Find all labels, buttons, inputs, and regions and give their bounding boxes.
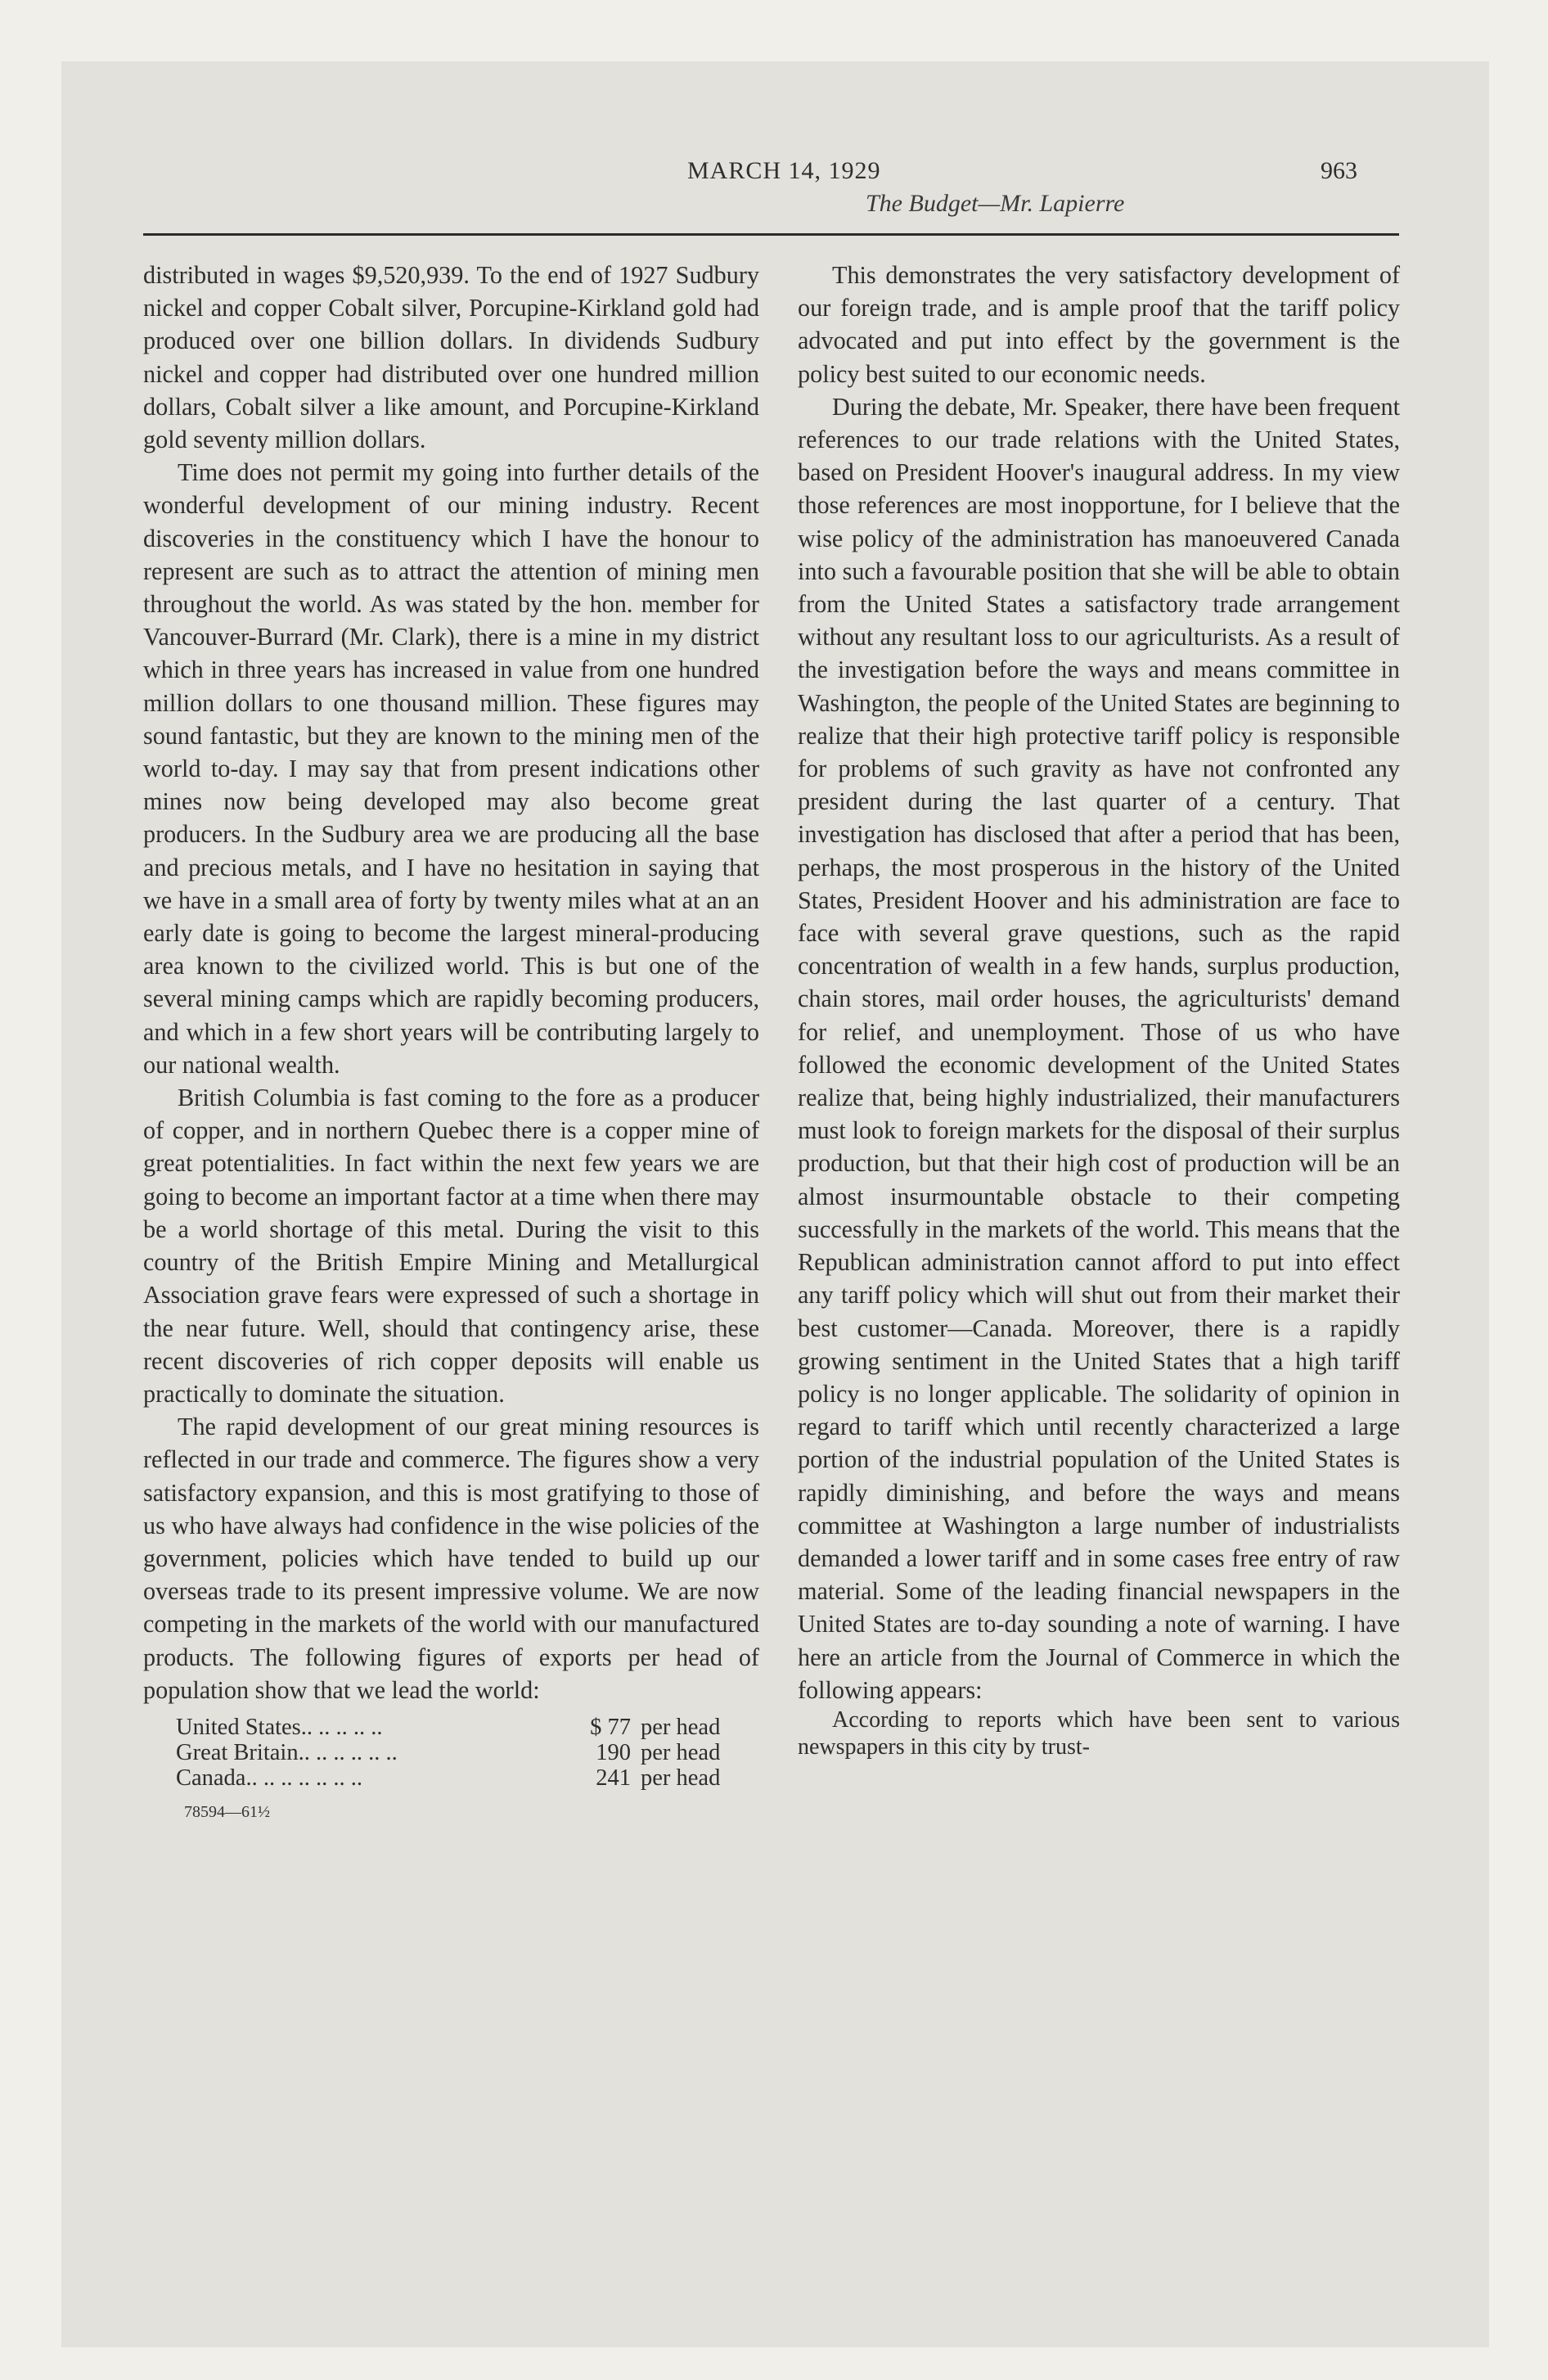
- paragraph: This demonstrates the very satisfactory development of our foreign trade, and is ample proof that the tariff policy advocated and put into effect by the government is the policy best suited to our economic needs.: [798, 261, 1400, 388]
- page-number: 963: [1321, 157, 1357, 184]
- exports-amount: $ 77: [590, 1714, 631, 1740]
- print-code: 78594—61½: [184, 1802, 270, 1821]
- exports-unit: per head: [641, 1739, 721, 1765]
- paragraph: distributed in wages $9,520,939. To the end of 1927 Sudbury nickel and copper Cobalt silver, Porcupine-Kirkland gold had produced over one billion dollars. In dividends Sudbury nickel and copper had distributed over one hundred million dollars, Cobalt silver a like amount, and Porcupine-Kirkland gold seventy million dollars.: [143, 261, 759, 454]
- exports-unit: per head: [641, 1765, 721, 1791]
- exports-row: [176, 1740, 740, 1765]
- exports-unit: per head: [641, 1714, 721, 1740]
- paragraph: Time does not permit my going into further details of the wonderful development of our mining industry. Recent discoveries in the constituency which I have the honour to represent are such as to attract the attention of mining men throughout the world. As was stated by the hon. member for Vancouver-Burrard (Mr. Clark), there is a mine in my district which in three years has increased in value from one hundred million dollars to one thousand million. These figures may sound fantastic, but they are known to the mining men of the world to-day. I may say that from present indications other mines now being developed may also become great producers. In the Sudbury area we are producing all the base and precious metals, and I have no hesitation in saying that we have in a small area of forty by twenty miles what at an an early date is going to become the largest mineral-producing area known to the civilized world. This is but one of the several mining camps which are rapidly becoming producers, and which in a few short years will be contributing largely to our national wealth.: [143, 458, 759, 1079]
- exports-row: [176, 1715, 740, 1740]
- exports-row: [176, 1765, 740, 1791]
- running-head: The Budget—Mr. Lapierre: [866, 190, 1125, 217]
- paragraph: The rapid development of our great mining resources is reflected in our trade and commerce. The figures show a very satisfactory expansion, and this is most gratifying to those of us who have always had confidence in the wise policies of the government, policies which have tended to build up our overseas trade to its present impressive volume. We are now competing in the markets of the world with our manufactured products. The following figures of exports per head of population show that we lead the world:: [143, 1413, 759, 1704]
- exports-country: United States.. .. .. .. ..: [176, 1714, 383, 1740]
- exports-amount: 241: [596, 1765, 631, 1791]
- exports-table: [176, 1715, 759, 1791]
- exports-country: Great Britain.. .. .. .. .. ..: [176, 1739, 398, 1765]
- right-column: [798, 259, 1400, 1760]
- exports-country: Canada.. .. .. .. .. .. ..: [176, 1765, 362, 1791]
- header-rule: [143, 233, 1399, 236]
- header-date: MARCH 14, 1929: [687, 157, 881, 184]
- left-column: [143, 259, 759, 1822]
- paragraph: During the debate, Mr. Speaker, there have been frequent references to our trade relations with the United States, based on President Hoover's inaugural address. In my view those references are most inopportune, for I believe that the wise policy of the administration has manoeuvered Canada into such a favourable position that she will be able to obtain from the United States a satisfactory trade arrangement without any resultant loss to our agriculturists. As a result of the investigation before the ways and means committee in Washington, the people of the United States are beginning to realize that their high protective tariff policy is responsible for problems of such gravity as have not confronted any president during the last quarter of a century. That investigation has disclosed that after a period that has been, perhaps, the most prosperous in the history of the United States, President Hoover and his administration are face to face with several grave questions, such as the rapid concentration of wealth in a few hands, surplus production, chain stores, mail order houses, the agriculturists' demand for relief, and unemployment. Those of us who have followed the economic development of the United States realize that, being highly industrialized, their manufacturers must look to foreign markets for the disposal of their surplus production, but that their high cost of production will be an almost insurmountable obstacle to their competing successfully in the markets of the world. This means that the Republican administration cannot afford to put into effect any tariff policy which will shut out from their market their best customer—Canada. Moreover, there is a rapidly growing sentiment in the United States that a high tariff policy is no longer applicable. The solidarity of opinion in regard to tariff which until recently characterized a large portion of the industrial population of the United States is rapidly diminishing, and before the ways and means committee at Washington a large number of industrialists demanded a lower tariff and in some cases free entry of raw material. Some of the leading financial newspapers in the United States are to-day sounding a note of warning. I have here an article from the Journal of Commerce in which the following appears:: [798, 392, 1400, 1704]
- paragraph: British Columbia is fast coming to the fore as a producer of copper, and in northern Quebec there is a copper mine of great potentialities. In fact within the next few years we are going to become an important factor at a time when there may be a world shortage of this metal. During the visit to this country of the British Empire Mining and Metallurgical Association grave fears were expressed of such a shortage in the near future. Well, should that contingency arise, these recent discoveries of rich copper deposits will enable us practically to dominate the situation.: [143, 1084, 759, 1408]
- exports-amount: 190: [596, 1739, 631, 1765]
- quotation: According to reports which have been sent to various newspapers in this city by trust-: [798, 1706, 1400, 1760]
